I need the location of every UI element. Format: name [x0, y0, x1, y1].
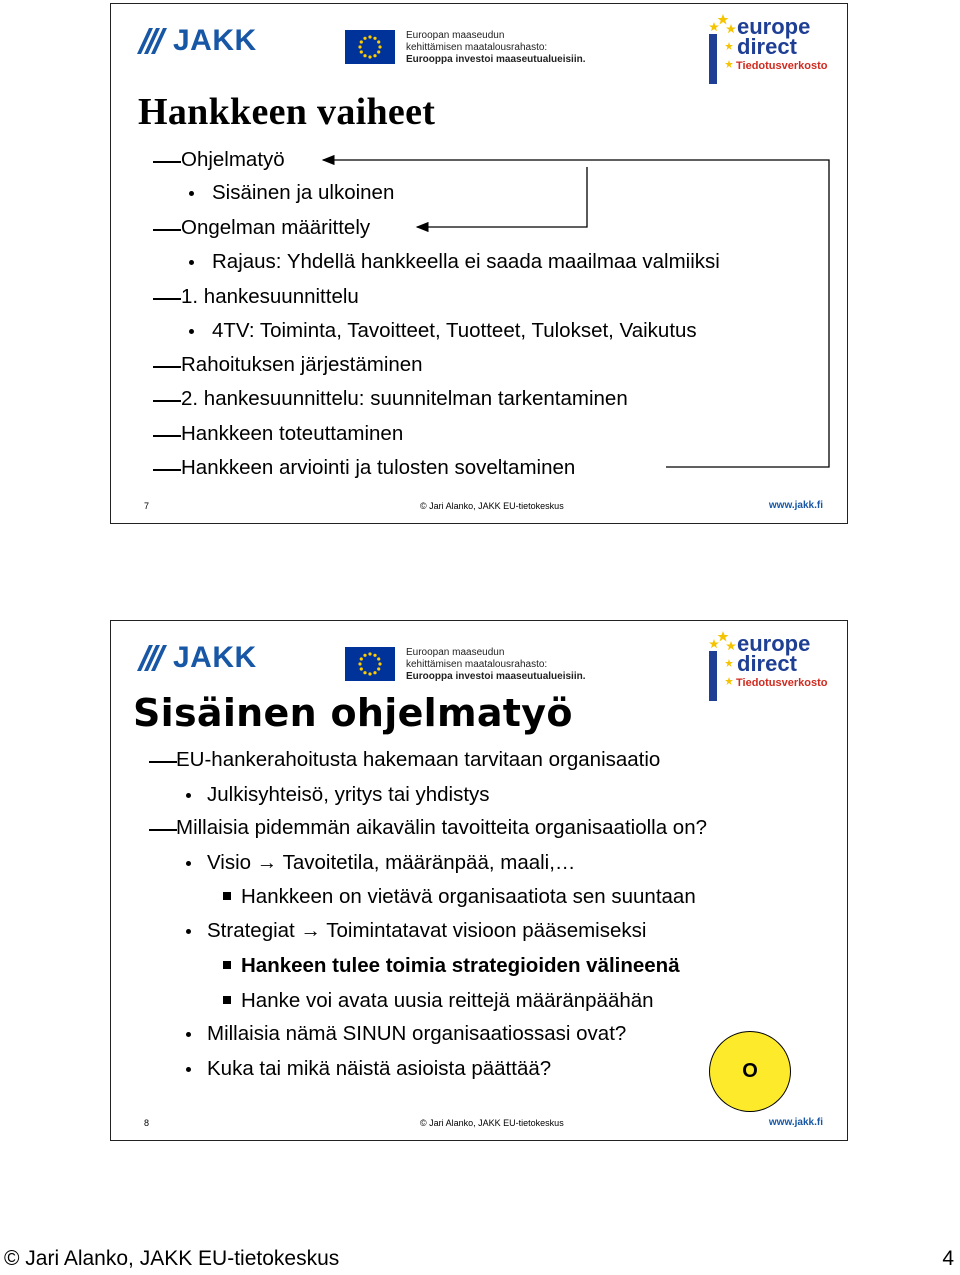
- list-item: Rajaus: Yhdellä hankkeella ei saada maailmaa valmiiksi: [212, 250, 720, 273]
- feedback-arrows: [111, 4, 849, 525]
- eu-logo-text: Euroopan maaseudun kehittämisen maatalousrahasto: Eurooppa investoi maaseutualueisiin.: [406, 647, 586, 682]
- dot-bullet: [186, 793, 191, 798]
- jakk-logo-icon: [135, 645, 169, 671]
- dot-bullet: [186, 1067, 191, 1072]
- list-item: Hankeen tulee toimia strategioiden välineenä: [241, 954, 680, 977]
- slide-number: 7: [144, 501, 150, 511]
- dot-bullet: [186, 929, 191, 934]
- europe-direct-stars-icon: [707, 629, 737, 701]
- dash-bullet: [149, 829, 177, 831]
- list-item: Ongelman määrittely: [181, 216, 371, 239]
- list-item: EU-hankerahoitusta hakemaan tarvitaan organisaatio: [176, 748, 661, 771]
- jakk-logo-text: JAKK: [173, 24, 257, 57]
- list-item: Julkisyhteisö, yritys tai yhdistys: [207, 783, 490, 806]
- slide-copyright: © Jari Alanko, JAKK EU-tietokeskus: [420, 1118, 564, 1128]
- website-link[interactable]: www.jakk.fi: [768, 1117, 823, 1128]
- list-item: Hanke voi avata uusia reittejä määränpäähän: [241, 989, 654, 1012]
- slide-8: [110, 620, 848, 1141]
- list-item: Strategiat → Toimintatavat visioon pääsemiseksi: [207, 919, 647, 942]
- page-footer-number: 4: [942, 1247, 954, 1270]
- list-item: 2. hankesuunnittelu: suunnitelman tarkentaminen: [181, 387, 628, 410]
- square-bullet: [223, 892, 231, 900]
- list-item: Hankkeen arviointi ja tulosten soveltaminen: [181, 456, 576, 479]
- square-bullet: [223, 961, 231, 969]
- europe-direct-logo: europe direct Tiedotusverkosto: [707, 629, 847, 701]
- eu-logo: [345, 647, 586, 683]
- dot-bullet: [186, 861, 191, 866]
- list-item: Sisäinen ja ulkoinen: [212, 181, 395, 204]
- list-item: Millaisia pidemmän aikavälin tavoitteita organisaatiolla on?: [176, 816, 708, 839]
- dash-bullet: [149, 761, 177, 763]
- jakk-logo: [135, 643, 257, 673]
- list-item: Hankkeen on vietävä organisaatiota sen suuntaan: [241, 885, 696, 908]
- slide-copyright: © Jari Alanko, JAKK EU-tietokeskus: [420, 501, 564, 511]
- eu-logo-text: Euroopan maaseudun kehittämisen maatalousrahasto: Eurooppa investoi maaseutualueisiin.: [406, 30, 586, 65]
- slide-title: Sisäinen ohjelmatyö: [133, 691, 573, 735]
- square-bullet: [223, 996, 231, 1004]
- list-item: Rahoituksen järjestäminen: [181, 353, 423, 376]
- dot-bullet: [186, 1032, 191, 1037]
- list-item: Hankkeen toteuttaminen: [181, 422, 404, 445]
- europe-direct-logo: europe direct Tiedotusverkosto: [707, 12, 847, 84]
- list-item: 1. hankesuunnittelu: [181, 285, 359, 308]
- website-link[interactable]: www.jakk.fi: [768, 500, 823, 511]
- slide-number: 8: [144, 1118, 150, 1128]
- list-item: Kuka tai mikä näistä asioista päättää?: [207, 1057, 552, 1080]
- page-footer-copyright: © Jari Alanko, JAKK EU-tietokeskus: [4, 1247, 340, 1270]
- list-item: Millaisia nämä SINUN organisaatiossasi ovat?: [207, 1022, 627, 1045]
- slide-title: Hankkeen vaiheet: [138, 91, 436, 133]
- list-item: 4TV: Toiminta, Tavoitteet, Tuotteet, Tulokset, Vaikutus: [212, 319, 697, 342]
- slide-7: [110, 3, 848, 524]
- list-item: Ohjelmatyö: [181, 148, 285, 171]
- eu-flag-icon: [345, 647, 395, 681]
- list-item: Visio → Tavoitetila, määränpää, maali,…: [207, 851, 576, 874]
- jakk-logo-text: JAKK: [173, 641, 257, 674]
- o-oval: O: [709, 1031, 791, 1112]
